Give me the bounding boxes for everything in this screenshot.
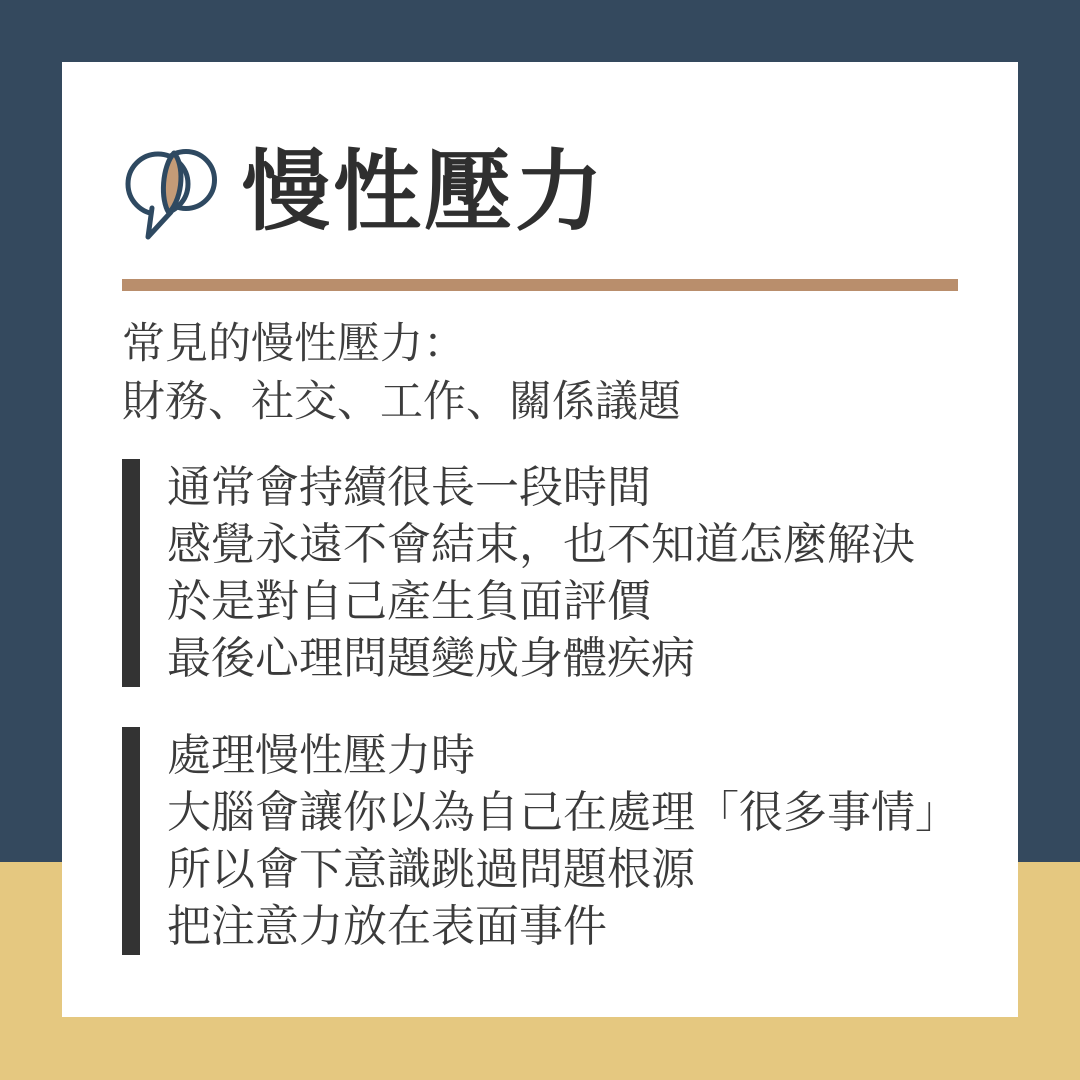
quote-line: 處理慢性壓力時 (167, 731, 475, 780)
content-card (62, 62, 1018, 1017)
quote-line: 於是對自己產生負面評價 (167, 577, 651, 626)
quote-line: 感覺永遠不會結束，也不知道怎麼解決 (167, 520, 915, 569)
title-divider (122, 279, 958, 291)
quote-block-2 (122, 727, 958, 955)
speech-bubbles-icon (122, 138, 222, 246)
page-title: 慢性壓力 (242, 142, 607, 241)
quote-line: 把注意力放在表面事件 (167, 902, 607, 951)
quote-text (167, 727, 959, 955)
header (122, 142, 958, 242)
quote-line: 最後心理問題變成身體疾病 (167, 634, 695, 683)
intro-line: 常見的慢性壓力： (122, 320, 466, 368)
quote-bar (122, 459, 140, 687)
intro-text (122, 315, 958, 431)
quote-line: 大腦會讓你以為自己在處理「很多事情」 (167, 788, 959, 837)
quote-text (167, 459, 915, 687)
quote-line: 所以會下意識跳過問題根源 (167, 845, 695, 894)
quote-line: 通常會持續很長一段時間 (167, 463, 651, 512)
intro-line: 財務、社交、工作、關係議題 (122, 378, 681, 426)
quote-bar (122, 727, 140, 955)
quote-block-1 (122, 459, 958, 687)
